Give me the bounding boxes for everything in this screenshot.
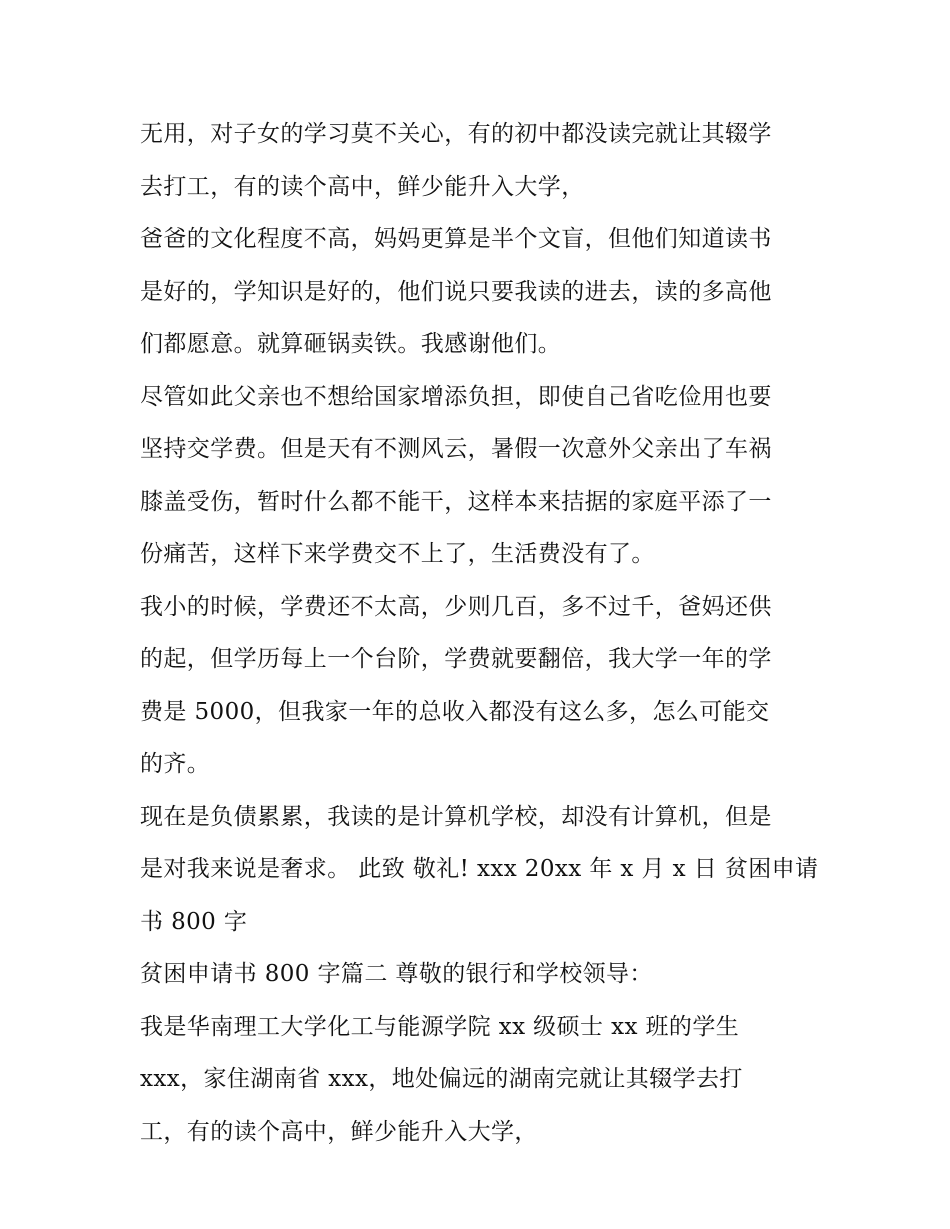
text-line: xxx，家住湖南省 xxx，地处偏远的湖南完就让其辍学去打: [140, 1066, 743, 1092]
text-line: 我是华南理工大学化工与能源学院 xx 级硕士 xx 班的学生: [140, 1013, 740, 1040]
text-line: 的起，但学历每上一个台阶，学费就要翻倍，我大学一年的学: [140, 646, 772, 672]
document-body: [140, 108, 820, 1158]
text-line: 是对我来说是奢求。 此致 敬礼! xxx 20xx 年 x 月 x 日 贫困申请: [140, 856, 819, 882]
text-line: 的齐。: [140, 751, 211, 777]
text-line: 爸爸的文化程度不高，妈妈更算是半个文盲，但他们知道读书: [140, 226, 772, 252]
text-line: 去打工，有的读个高中，鲜少能升入大学，: [140, 173, 585, 200]
text-line: 们都愿意。就算砸锅卖铁。我感谢他们。: [140, 331, 562, 357]
text-line: 贫困申请书 800 字篇二 尊敬的银行和学校领导：: [140, 961, 653, 987]
text-line: 工，有的读个高中，鲜少能升入大学，: [140, 1118, 538, 1145]
text-line: 我小的时候，学费还不太高，少则几百，多不过千，爸妈还供: [140, 593, 772, 620]
text-line: 现在是负债累累，我读的是计算机学校，却没有计算机，但是: [140, 803, 772, 830]
text-line: 份痛苦，这样下来学费交不上了，生活费没有了。: [140, 541, 655, 567]
text-line: 膝盖受伤，暂时什么都不能干，这样本来拮据的家庭平添了一: [140, 488, 772, 515]
text-line: 尽管如此父亲也不想给国家增添负担，即使自己省吃俭用也要: [140, 383, 772, 410]
text-line: 费是 5000，但我家一年的总收入都没有这么多，怎么可能交: [140, 698, 770, 725]
text-line: 坚持交学费。但是天有不测风云，暑假一次意外父亲出了车祸: [140, 436, 772, 462]
text-line: 是好的，学知识是好的，他们说只要我读的进去，读的多高他: [140, 278, 772, 305]
text-line: 无用，对子女的学习莫不关心，有的初中都没读完就让其辍学: [140, 121, 772, 147]
text-line: 书 800 字: [140, 908, 248, 935]
